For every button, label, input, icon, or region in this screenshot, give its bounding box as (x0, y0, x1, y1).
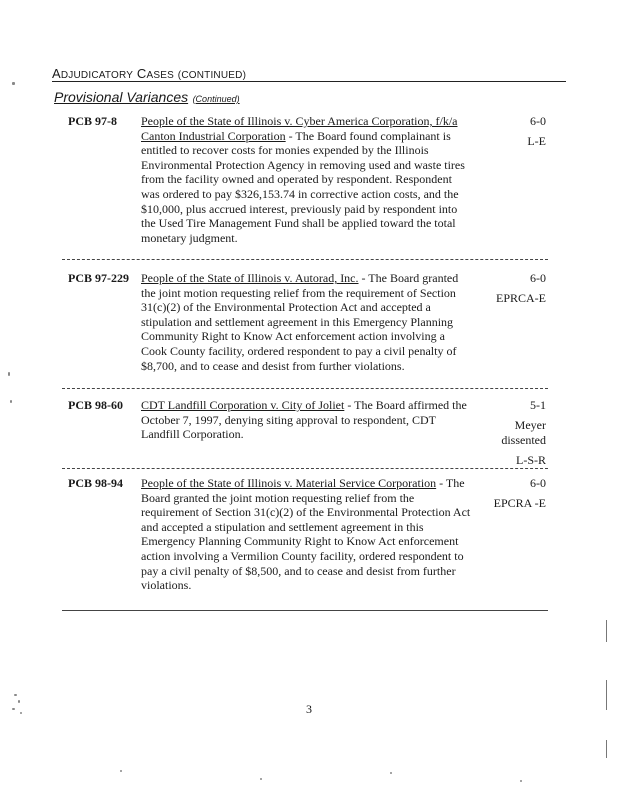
vote-code: L-S-R (516, 453, 546, 467)
case-id: PCB 98-94 (68, 476, 123, 490)
subheading-text: Provisional Variances (54, 89, 189, 105)
vote-count: 6-0 (530, 476, 546, 490)
case-caption: People of the State of Illinois v. Material Service Corporation (141, 476, 437, 490)
subheading-continued: (Continued) (192, 94, 240, 104)
scan-speck (120, 770, 122, 772)
heading-word-adjudicatory: DJUDICATORY (60, 70, 134, 81)
vote-count: 5-1 (530, 398, 546, 412)
case-description (141, 114, 471, 245)
case-divider (62, 388, 548, 389)
vote-code: L-E (527, 134, 546, 148)
scan-speck (18, 700, 20, 703)
case-summary: - The Board granted the joint motion requesting relief from the requirement of Section 31(c)(2) of the Environmental Protection Act and accepted a stipulation and settlement agreement in this Emergency Planning Community Right to Know Act enforcement action involving a Vermilion County facility, ordered respondent to pay a civil penalty of $8,500, and to cease and desist from further violations. (141, 476, 471, 593)
case-vote (480, 398, 546, 473)
case-id: PCB 97-229 (68, 271, 129, 285)
vote-dissent: Meyer dissented (501, 418, 546, 447)
case-vote (480, 114, 546, 154)
case-caption: People of the State of Illinois v. Autorad, Inc. (141, 271, 359, 285)
scan-speck (14, 694, 17, 696)
page-number: 3 (306, 702, 312, 716)
heading-word-cases: ASES (146, 70, 174, 81)
case-description (141, 271, 471, 373)
vote-count: 6-0 (530, 271, 546, 285)
case-divider (62, 468, 548, 469)
scan-speck (20, 712, 22, 714)
vote-code: EPCRA -E (493, 496, 546, 510)
section-heading (52, 66, 552, 81)
case-id: PCB 98-60 (68, 398, 123, 412)
scan-edge-line (606, 620, 607, 642)
case-summary: - The Board affirmed the October 7, 1997, denying siting approval to respondent, CDT Landfill Corporation. (141, 398, 467, 442)
scan-speck (10, 400, 12, 403)
scan-speck (12, 82, 15, 85)
case-summary: - The Board granted the joint motion requesting relief from the requirement of Section 31(c)(2) of the Environmental Protection Act and accepted a stipulation and settlement agreement in this Emergency Planning Community Right to Know Act enforcement action involving a Cook County facility, ordered respondent to pay a civil penalty of $8,700, and to cease and desist from further violations. (141, 271, 459, 373)
case-summary: - The Board found complainant is entitled to recover costs for monies expended by the Illinois Environmental Protection Agency in removing used and waste tires from the facility owned and operated by respondent. Respondent was ordered to pay $326,153.74 in corrective action costs, and the $10,000, plus accrued interest, previously paid by respondent into the Used Tire Management Fund shall be applied toward the total monetary judgment. (141, 128, 465, 245)
case-description (141, 476, 471, 593)
heading-initial-a: A (52, 66, 61, 81)
scan-speck (390, 772, 392, 774)
scan-speck (260, 778, 262, 780)
case-caption: CDT Landfill Corporation v. City of Joliet (141, 398, 345, 412)
case-divider (62, 259, 548, 260)
scan-speck (520, 780, 522, 782)
heading-rule (52, 81, 566, 82)
heading-continued: (CONTINUED) (177, 70, 247, 81)
vote-count: 6-0 (530, 114, 546, 128)
case-caption: People of the State of Illinois v. Cyber America Corporation, f/k/a Canton Industrial Corporation (141, 114, 458, 143)
case-description (141, 398, 471, 442)
case-divider (62, 610, 548, 611)
case-vote (480, 476, 546, 516)
case-vote (480, 271, 546, 311)
scan-edge-line (606, 740, 607, 758)
vote-code: EPRCA-E (495, 291, 546, 305)
scan-edge-line (606, 680, 607, 710)
heading-initial-c: C (136, 66, 147, 81)
case-id: PCB 97-8 (68, 114, 117, 128)
subheading (54, 89, 240, 107)
scan-speck (8, 372, 10, 376)
scan-speck (12, 708, 15, 710)
